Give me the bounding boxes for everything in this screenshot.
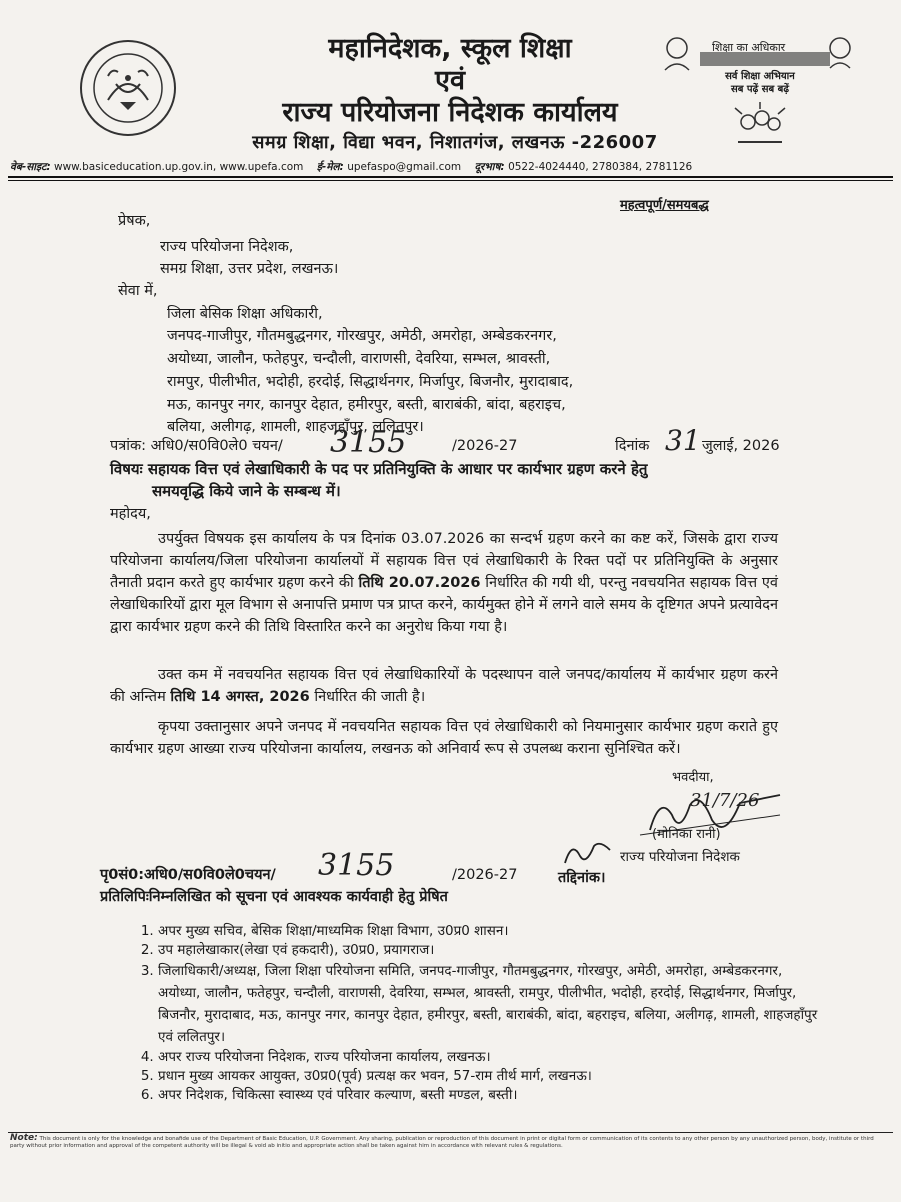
paragraph-3-text: कृपया उक्तानुसार अपने जनपद में नवचयनित सहायक वित्त एवं लेखाधिकारी को नियमानुसार कार्यभार ग्रहण कराते हुए कार्यभार ग्रहण आख्या राज्य परियोजना कार्यालय, लखनऊ को अनिवार्य रूप से उपलब्ध कराना सुनिश्चित करें। bbox=[110, 719, 778, 757]
date-month-year: जुलाई, 2026 bbox=[702, 438, 780, 454]
title-line-1: महानिदेशक, स्कूल शिक्षा bbox=[328, 33, 572, 64]
paragraph-1-text: उपर्युक्त विषयक इस कार्यालय के पत्र दिनांक 03.07.2026 का सन्दर्भ ग्रहण करने का कष्ट करें, जिसके द्वारा राज्य परियोजना कार्यालय/जिला परियोजना कार्यालयों में सहायक वित्त एवं लेखाधिकारी के रिक्त पदों पर प्रतिनियुक्ति के अनुसार तैनाती प्रदान करते हुए कार्यभार ग्रहण करने की bbox=[110, 531, 778, 591]
recipient-line-3: अयोध्या, जालौन, फतेहपुर, चन्दौली, वाराणसी, देवरिया, सम्भल, श्रावस्ती, bbox=[167, 351, 551, 367]
title-line-3: राज्य परियोजना निदेशक कार्यालय bbox=[282, 97, 618, 128]
email-label: ई-मेल: bbox=[316, 161, 344, 173]
list-item: 5. प्रधान मुख्य आयकर आयुक्त, उ0प्र0(पूर्व) प्रत्यक्ष कर भवन, 57-राम तीर्थ मार्ग, लखनऊ। bbox=[158, 1067, 818, 1086]
phone-number: 0522-4024440, 2780384, 2781126 bbox=[508, 161, 693, 173]
subject-line-2: समयवृद्धि किये जाने के सम्बन्ध में। bbox=[152, 482, 341, 500]
recipient-label: सेवा में, bbox=[118, 283, 158, 299]
recipient-line-5: मऊ, कानपुर नगर, कानपुर देहात, हमीरपुर, बस्ती, बाराबंकी, बांदा, बहराइच, bbox=[167, 397, 566, 413]
footer-divider bbox=[8, 1132, 893, 1133]
reference-suffix: /2026-27 bbox=[452, 438, 518, 454]
copy-reference-prefix: पृ0सं0:अधि0/स0वि0ले0चयन/ bbox=[100, 867, 276, 883]
priority-tag: महत्वपूर्ण/समयबद्ध bbox=[620, 198, 709, 213]
recipient-line-1: जिला बेसिक शिक्षा अधिकारी, bbox=[167, 306, 323, 322]
date-day-handwritten: 31 bbox=[665, 424, 701, 457]
phone-label: दूरभाष: bbox=[474, 161, 505, 173]
paragraph-1 bbox=[110, 528, 778, 638]
ssa-line-1: सर्व शिक्षा अभियान bbox=[725, 71, 795, 82]
sender-line-1: राज्य परियोजना निदेशक, bbox=[160, 239, 294, 255]
title-line-2: एवं bbox=[435, 65, 465, 96]
signatory-name: (मोनिका रानी) bbox=[652, 827, 721, 842]
copy-recipient-list bbox=[118, 922, 818, 1105]
paragraph-3 bbox=[110, 716, 778, 760]
office-title bbox=[190, 32, 710, 130]
subject-line-1: विषयः सहायक वित्त एवं लेखाधिकारी के पद पर प्रतिनियुक्ति के आधार पर कार्यभार ग्रहण करने हेतु bbox=[110, 460, 648, 478]
reference-prefix: पत्रांक: अधि0/स0वि0ले0 चयन/ bbox=[110, 438, 283, 454]
closing: भवदीया, bbox=[672, 770, 714, 785]
list-item: 3. जिलाधिकारी/अध्यक्ष, जिला शिक्षा परियोजना समिति, जनपद-गाजीपुर, गौतमबुद्धनगर, गोरखपुर, अमेठी, अमरोहा, अम्बेडकरनगर, अयोध्या, जालौन, फतेहपुर, चन्दौली, वाराणसी, देवरिया, सम्भल, श्रावस्ती, रामपुर, पीलीभीत, भदोही, हरदोई, सिद्धार्थनगर, मिर्जापुर, बिजनौर, मुरादाबाद, मऊ, कानपुर नगर, कानपुर देहात, हमीरपुर, बस्ती, बाराबंकी, बांदा, बहराइच, बलिया, अलीगढ़, शामली, शाहजहाँपुर एवं ललितपुर। bbox=[158, 960, 818, 1048]
salutation: महोदय, bbox=[110, 506, 151, 522]
header-divider bbox=[8, 176, 893, 178]
signature-date-handwritten: 31/7/26 bbox=[690, 790, 760, 811]
copy-reference-number-handwritten: 3155 bbox=[318, 848, 395, 883]
office-address: समग्र शिक्षा, विद्या भवन, निशातगंज, लखनऊ -226007 bbox=[252, 132, 658, 153]
signatory-designation: राज्य परियोजना निदेशक bbox=[620, 849, 740, 865]
list-item: 2. उप महालेखाकार(लेखा एवं हकदारी), उ0प्र0, प्रयागराज। bbox=[158, 941, 818, 960]
rte-text: शिक्षा का अधिकार bbox=[712, 41, 786, 54]
recipient-line-2: जनपद-गाजीपुर, गौतमबुद्धनगर, गोरखपुर, अमेठी, अमरोहा, अम्बेडकरनगर, bbox=[167, 328, 557, 344]
copy-reference-suffix: /2026-27 bbox=[452, 867, 518, 883]
paragraph-2-rest: निर्धारित की जाती है। bbox=[309, 689, 426, 705]
web-address: www.basiceducation.up.gov.in, www.upefa.com bbox=[54, 161, 304, 173]
paragraph-1-rest: निर्धारित की गयी थी, परन्तु नवचयनित सहायक वित्त एवं लेखाधिकारियों द्वारा मूल विभाग से अनापत्ति प्रमाण पत्र प्राप्त करने, कार्यमुक्त होने में लगने वाले समय के दृष्टिगत अपने प्रत्यावेदन द्वारा कार्यभार ग्रहण करने की तिथि विस्तारित करने का अनुरोध किया गया है। bbox=[110, 575, 778, 635]
paragraph-2-date: तिथि 14 अगस्त, 2026 bbox=[170, 689, 310, 705]
paragraph-2-text: उक्त कम में नवचयनित सहायक वित्त एवं लेखाधिकारियों के पदस्थापन वाले जनपद/कार्यालय में कार्यभार ग्रहण करने की अन्तिम bbox=[110, 667, 778, 705]
paragraph-2 bbox=[110, 664, 778, 708]
web-label: वेब-साइट: bbox=[10, 161, 51, 173]
paragraph-1-date: तिथि 20.07.2026 bbox=[358, 575, 481, 591]
disclaimer-note bbox=[10, 1135, 890, 1150]
sender-line-2: समग्र शिक्षा, उत्तर प्रदेश, लखनऊ। bbox=[160, 261, 339, 277]
date-label: दिनांक bbox=[615, 438, 650, 454]
header-divider-thin bbox=[8, 180, 893, 181]
recipient-line-4: रामपुर, पीलीभीत, भदोही, हरदोई, सिद्धार्थनगर, मिर्जापुर, बिजनौर, मुरादाबाद, bbox=[167, 374, 574, 390]
note-label: Note: bbox=[10, 1133, 38, 1143]
ssa-logo-text bbox=[700, 70, 820, 96]
ssa-children-logo-icon bbox=[730, 100, 790, 155]
contact-line bbox=[10, 160, 890, 174]
copy-heading: प्रतिलिपिःनिम्नलिखित को सूचना एवं आवश्यक कार्यवाही हेतु प्रेषित bbox=[100, 889, 448, 905]
sender-label: प्रेषक, bbox=[118, 213, 151, 229]
list-item: 4. अपर राज्य परियोजना निदेशक, राज्य परियोजना कार्यालय, लखनऊ। bbox=[158, 1048, 818, 1067]
note-text: This document is only for the knowledge and bonafide use of the Department of Basic Education, U.P. Government. Any sharing, publication or reproduction of this document in print or digital form or communication of its contents to any other person by any unauthorized person, body, institute or third party without prior information and approval of the competent authority will be illegal & void ab initio and appropriate action shall be taken against him in accordance with relevant rules & regulations. bbox=[10, 1136, 874, 1149]
ssa-line-2: सब पढ़ें सब बढ़ें bbox=[730, 84, 790, 95]
initials-scribble-icon bbox=[560, 838, 615, 868]
recipient-line-6: बलिया, अलीगढ़, शामली, शाहजहाँपुर, ललितपुर। bbox=[167, 419, 424, 435]
copy-reference-date: तद्दिनांक। bbox=[558, 870, 606, 886]
list-item: 1. अपर मुख्य सचिव, बेसिक शिक्षा/माध्यमिक शिक्षा विभाग, उ0प्र0 शासन। bbox=[158, 922, 818, 941]
email-address: upefaspo@gmail.com bbox=[347, 161, 462, 173]
reference-number-handwritten: 3155 bbox=[330, 425, 407, 460]
list-item: 6. अपर निदेशक, चिकित्सा स्वास्थ्य एवं परिवार कल्याण, बस्ती मण्डल, बस्ती। bbox=[158, 1086, 818, 1105]
up-government-emblem-icon bbox=[78, 38, 178, 138]
